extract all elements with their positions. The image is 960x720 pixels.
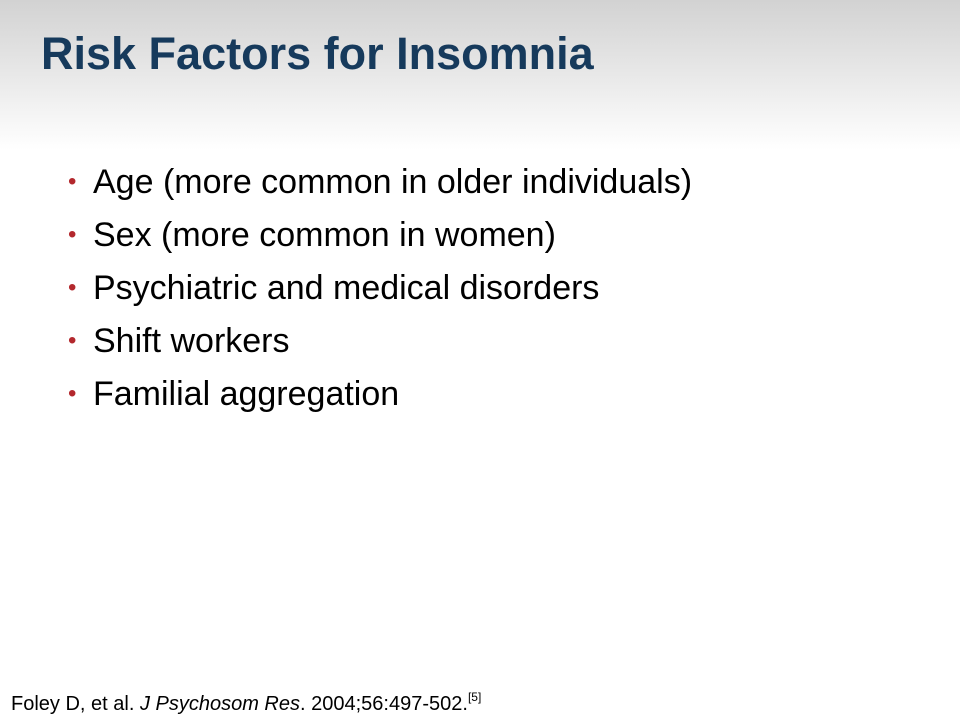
- citation-period: .: [300, 693, 312, 715]
- bullet-item: [68, 161, 692, 214]
- bullet-text: Sex (more common in women): [93, 216, 556, 254]
- bullet-dot-icon: •: [68, 327, 77, 354]
- citation-reference: [5]: [467, 690, 482, 704]
- bullet-text: Familial aggregation: [93, 375, 400, 413]
- slide-title: Risk Factors for Insomnia: [41, 28, 594, 79]
- citation: [11, 690, 481, 718]
- citation-authors: Foley D, et al.: [11, 693, 140, 715]
- citation-journal: J Psychosom Res: [139, 693, 300, 715]
- bullet-text: Age (more common in older individuals): [93, 163, 693, 201]
- bullet-item: [68, 214, 692, 267]
- bullet-item: [68, 320, 692, 373]
- bullet-dot-icon: •: [68, 221, 77, 248]
- bullet-item: [68, 373, 692, 426]
- citation-details: 2004;56:497-502.: [311, 693, 468, 715]
- bullet-dot-icon: •: [68, 274, 77, 301]
- bullet-dot-icon: •: [68, 168, 77, 195]
- bullet-item: [68, 267, 692, 320]
- bullet-list: [68, 161, 692, 426]
- bullet-text: Shift workers: [93, 322, 290, 360]
- bullet-text: Psychiatric and medical disorders: [93, 269, 600, 307]
- bullet-dot-icon: •: [68, 380, 77, 407]
